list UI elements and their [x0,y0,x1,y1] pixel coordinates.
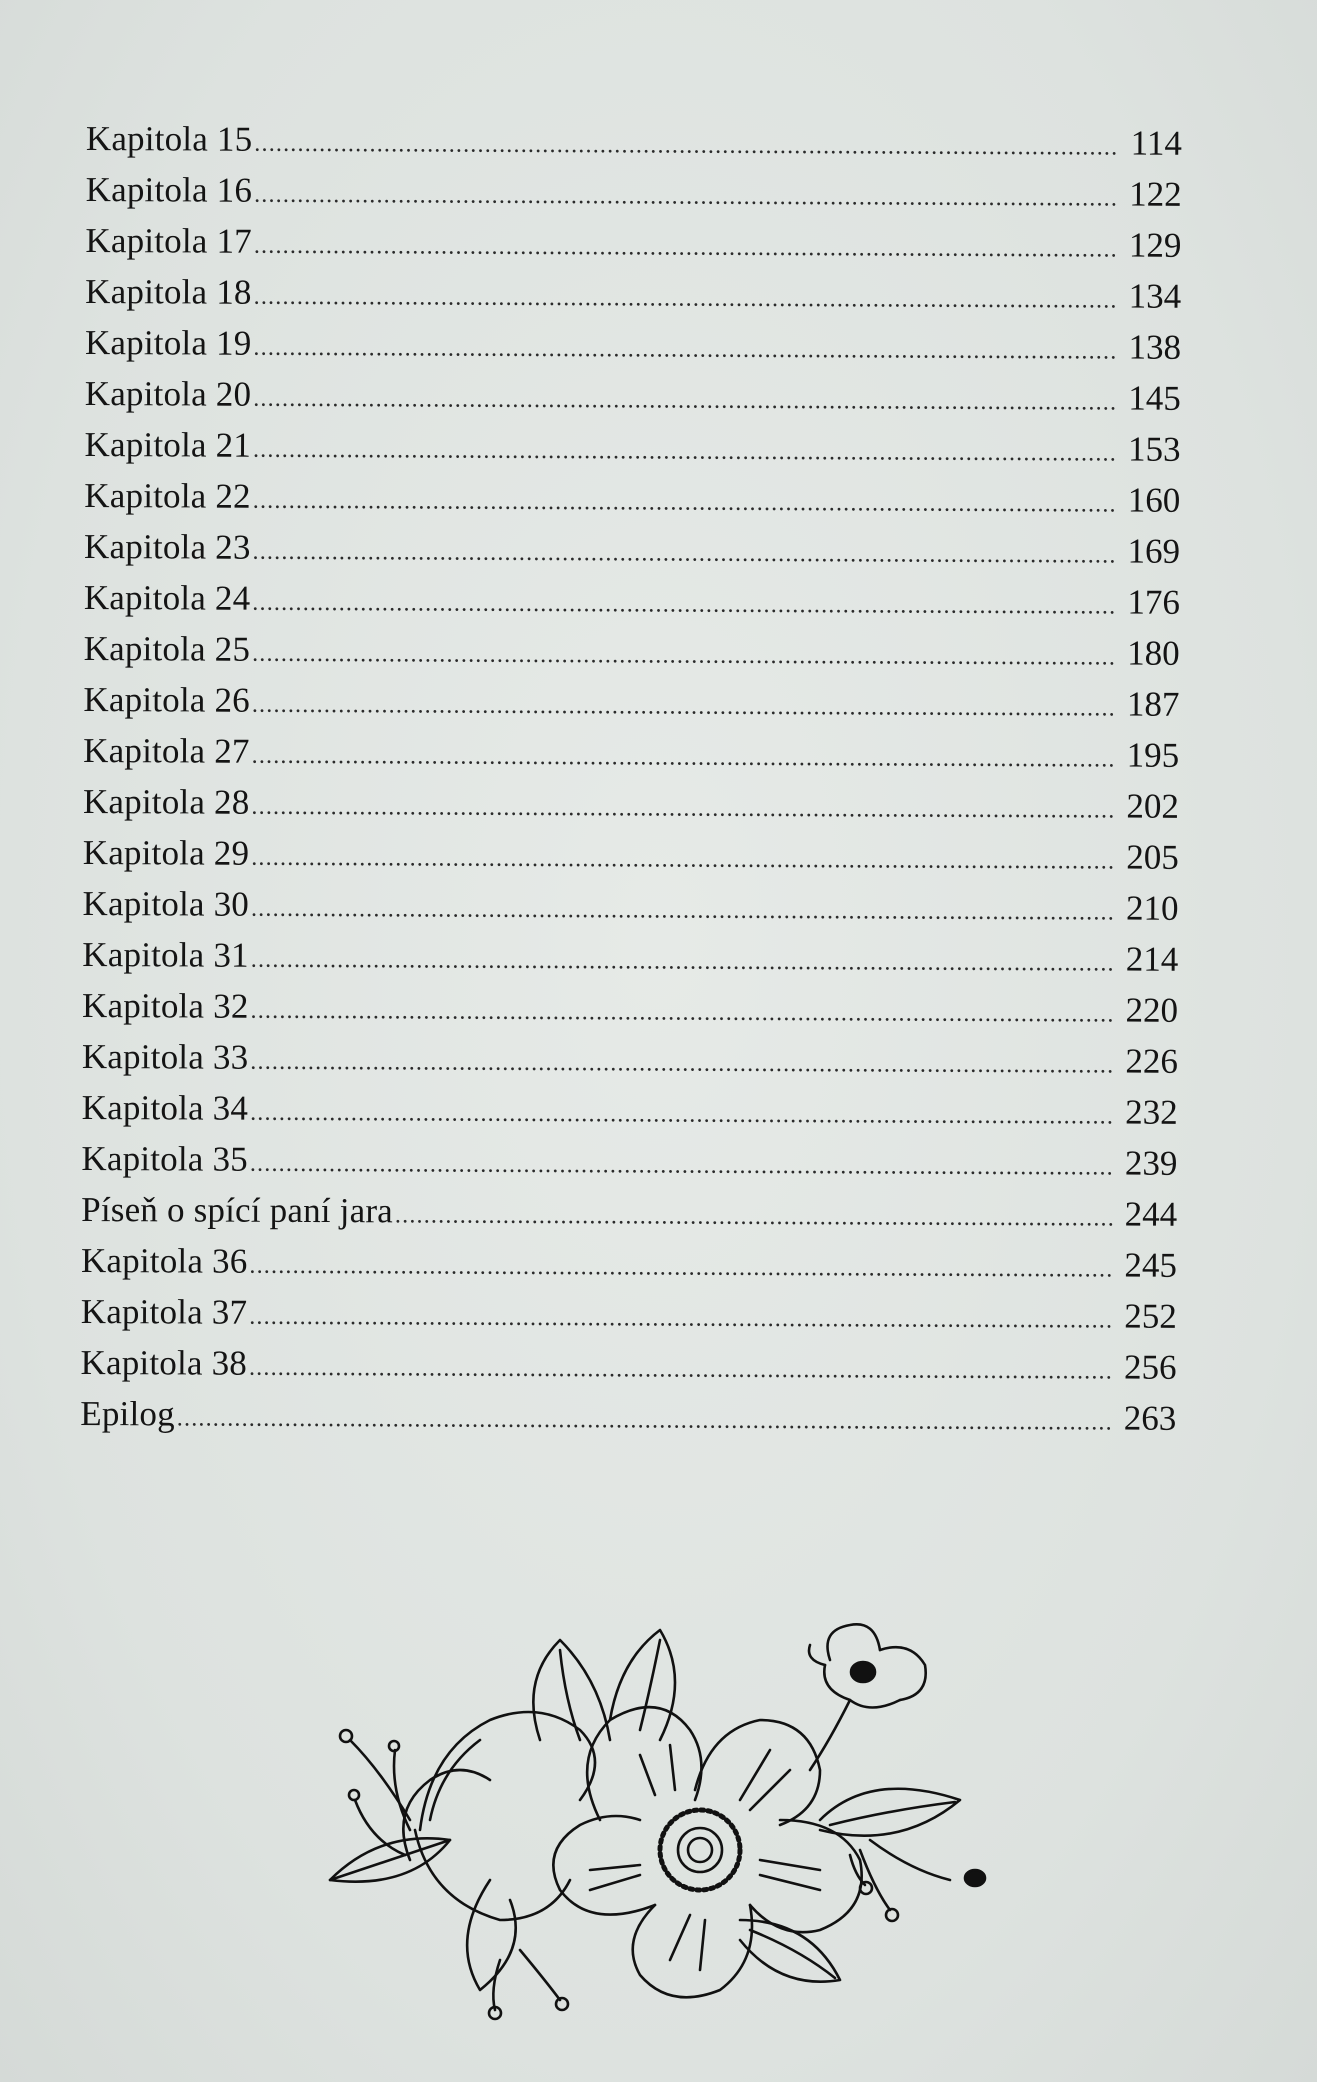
toc-entry-title: Kapitola 24 [83,577,251,618]
toc-entry [82,980,1178,1036]
toc-entry [83,827,1179,883]
toc-entry [81,1286,1177,1342]
toc-entry-page: 138 [1128,327,1182,367]
toc-entry-page: 195 [1126,735,1180,775]
toc-entry-title: Kapitola 31 [82,934,249,975]
toc-entry-page: 214 [1125,939,1179,979]
toc-entry-title: Kapitola 38 [80,1342,248,1383]
toc-entry [83,776,1179,832]
toc-entry-title: Kapitola 18 [85,271,252,312]
dot-leader [254,272,1118,327]
toc-entry-title: Kapitola 30 [82,883,250,924]
dot-leader [253,425,1117,480]
toc-entry-page: 252 [1124,1296,1177,1336]
toc-entry-page: 160 [1127,480,1181,520]
toc-entry [81,1184,1177,1240]
toc-entry-page: 169 [1127,531,1181,571]
toc-entry [82,1031,1178,1087]
toc-entry-page: 263 [1123,1398,1177,1438]
toc-entry-title: Kapitola 19 [84,322,252,363]
toc-entry-title: Kapitola 37 [80,1291,248,1332]
toc-entry-title: Epilog [80,1393,175,1434]
toc-entry-page: 187 [1126,684,1180,724]
toc-entry-page: 176 [1127,582,1180,622]
toc-entry-title: Kapitola 23 [84,526,251,567]
toc-entry-title: Kapitola 20 [84,373,252,414]
toc-entry [81,1133,1177,1189]
toc-entry [86,164,1182,220]
dot-leader [253,323,1117,378]
toc-entry-page: 245 [1124,1245,1178,1285]
toc-entry-page: 114 [1130,123,1182,163]
dot-leader [252,527,1116,582]
toc-entry-title: Kapitola 32 [82,985,249,1026]
dot-leader [250,1037,1114,1092]
toc-entry-page: 232 [1125,1092,1178,1132]
dot-leader [254,221,1118,276]
dot-leader [251,833,1115,888]
dot-leader [252,629,1116,684]
toc-entry-page: 226 [1125,1041,1178,1081]
toc-entry [82,878,1178,934]
table-of-contents [80,113,1182,1444]
toc-entry [82,1082,1178,1138]
toc-entry [84,521,1180,577]
toc-entry-title: Kapitola 26 [83,679,250,720]
dot-leader [251,782,1115,837]
flower-ornament-icon [310,1620,1010,2030]
dot-leader [251,935,1115,990]
dot-leader [252,578,1116,633]
toc-entry-title: Kapitola 29 [82,832,250,873]
toc-entry-page: 202 [1126,786,1180,826]
dot-leader [253,476,1117,531]
toc-entry-page: 145 [1128,378,1181,418]
dot-leader [249,1241,1113,1296]
toc-entry-page: 220 [1125,990,1179,1030]
toc-entry-page: 129 [1128,225,1182,265]
dot-leader [177,1393,1113,1448]
toc-entry-title: Kapitola 22 [84,475,251,516]
toc-entry-title: Kapitola 36 [80,1240,248,1281]
toc-entry [84,419,1180,475]
toc-entry-page: 153 [1127,429,1181,469]
dot-leader [252,680,1116,735]
dot-leader [250,986,1114,1041]
toc-entry-title: Kapitola 35 [81,1138,248,1179]
toc-entry-title: Kapitola 28 [82,781,250,822]
toc-entry-title: Kapitola 27 [83,730,250,771]
toc-entry [84,470,1180,526]
toc-entry [83,674,1179,730]
toc-entry-title: Píseň o spící paní jara [81,1189,394,1231]
toc-entry-page: 210 [1125,888,1179,928]
toc-entry [82,929,1178,985]
dot-leader [249,1292,1113,1347]
toc-entry [85,266,1181,322]
toc-entry [80,1388,1176,1444]
dot-leader [254,119,1118,174]
toc-entry [81,1235,1177,1291]
toc-entry-title: Kapitola 25 [83,628,251,669]
toc-entry-page: 134 [1128,276,1182,316]
toc-entry-page: 122 [1129,174,1182,214]
toc-entry-page: 180 [1127,633,1180,673]
toc-entry-title: Kapitola 34 [81,1087,249,1128]
toc-entry-title: Kapitola 16 [85,169,253,210]
dot-leader [250,1088,1114,1143]
toc-entry [85,317,1181,373]
toc-entry [80,1337,1176,1393]
dot-leader [395,1190,1113,1244]
toc-entry [84,572,1180,628]
toc-entry-title: Kapitola 33 [81,1036,249,1077]
dot-leader [252,731,1116,786]
toc-entry-page: 244 [1124,1194,1178,1234]
dot-leader [251,884,1115,939]
toc-entry-page: 256 [1123,1347,1177,1387]
toc-entry-page: 205 [1126,837,1179,877]
toc-entry [86,113,1182,169]
toc-entry [83,725,1179,781]
dot-leader [253,374,1117,429]
toc-entry-page: 239 [1124,1143,1178,1183]
toc-entry [84,623,1180,679]
toc-entry-title: Kapitola 21 [84,424,252,465]
toc-entry [85,215,1181,271]
toc-entry-title: Kapitola 15 [85,118,253,159]
toc-entry-title: Kapitola 17 [85,220,252,261]
toc-entry [85,368,1181,424]
dot-leader [249,1343,1113,1398]
dot-leader [254,170,1118,225]
